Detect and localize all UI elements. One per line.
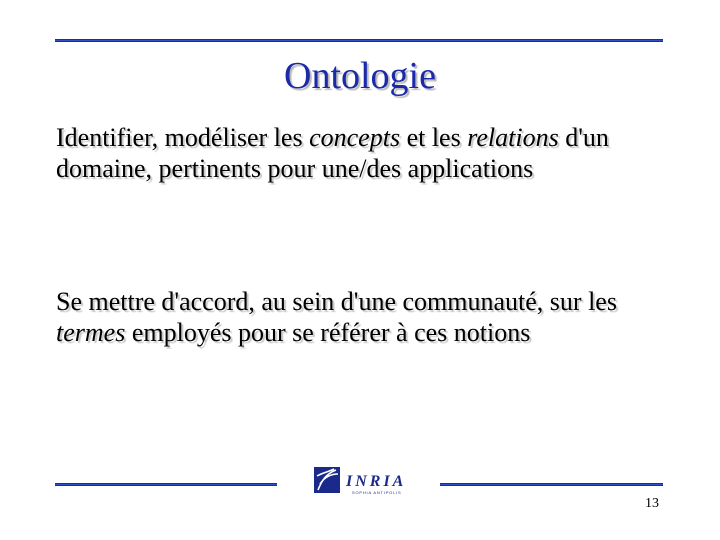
page-number: 13 [645,496,659,511]
paragraph-text: d'un domaine, pertinents pour une/des applications [56,123,609,183]
paragraph-text: et les [400,123,468,152]
paragraph-agreement [56,286,676,348]
inria-logo [312,464,422,496]
bottom-divider-right [440,483,663,486]
italic-term-concepts: concepts [309,123,401,152]
logo-subtext: SOPHIA ANTIPOLIS [352,490,402,495]
logo-text: INRIA [346,473,407,490]
italic-term-termes: termes [56,318,126,347]
italic-term-relations: relations [467,123,559,152]
paragraph-text: Identifier, modéliser les [56,123,310,152]
paragraph-definition [56,122,676,184]
paragraph-text: employés pour se référer à ces notions [125,318,531,347]
bottom-divider-left [55,483,277,486]
top-divider [55,39,663,42]
paragraph-text: Se mettre d'accord, au sein d'une communauté, sur les [56,287,617,316]
slide-title: Ontologie [284,55,436,97]
